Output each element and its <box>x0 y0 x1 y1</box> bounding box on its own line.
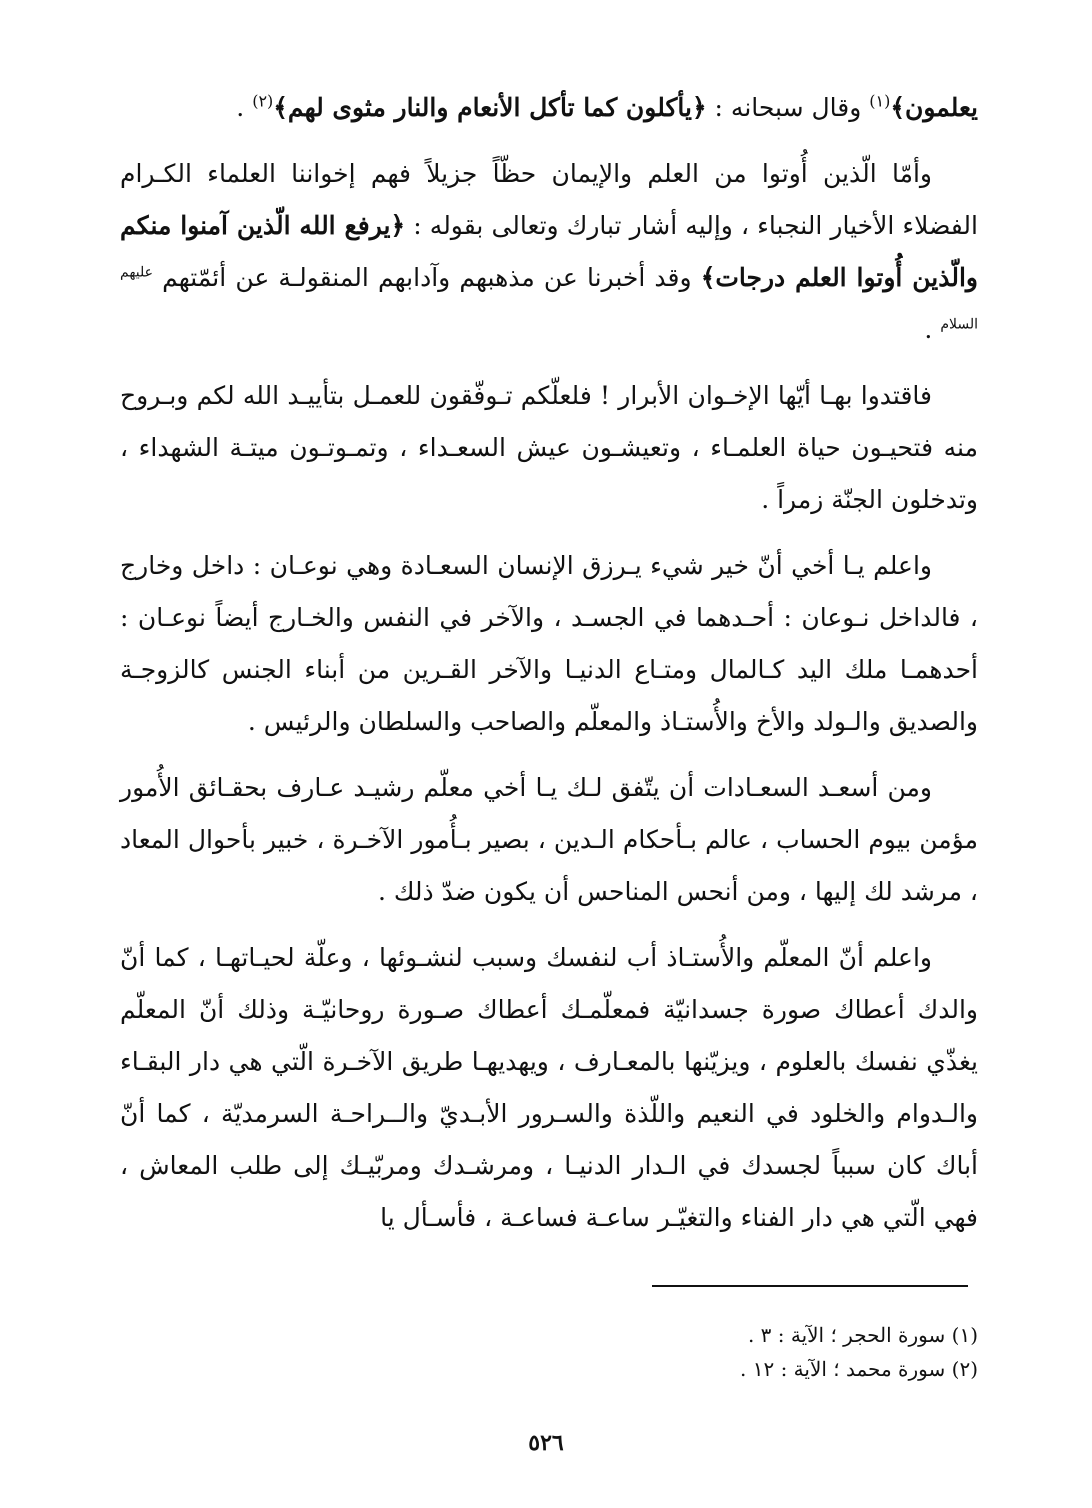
page-number: ٥٢٦ <box>528 1430 564 1456</box>
quran-verse-end: يعلمون﴾ <box>890 93 978 122</box>
paragraph-1-end: . <box>236 93 253 122</box>
footnote-separator <box>652 1285 968 1287</box>
paragraph-2-text-b: وقد أخبرنا عن مذهبهم وآدابهم المنقولـة عن أئمّتهم <box>152 263 701 292</box>
paragraph-3: فاقتدوا بهـا أيّها الإخـوان الأبرار ! فلعلّكم تـوفّقون للعمـل بتأييـد الله لكم وبـروح منه فتحيـون حياة العلمـاء ، وتعيشـون عيش السعـداء ، وتمـوتـون ميتـة الشهداء ، وتدخلون الجنّة زمراً . <box>120 381 978 514</box>
paragraph-2-end: . <box>924 315 941 344</box>
paragraph-5: ومن أسعـد السعـادات أن يتّفق لـك يـا أخي معلّم رشيـد عـارف بحقـائق الأُمور مؤمن بيوم الحساب ، عالم بـأحكام الـدين ، بصير بـأُمور الآخـرة ، خبير بأحوال المعاد ، مرشد لك إليها ، ومن أنحس المناحس أن يكون ضدّ ذلك . <box>120 773 978 906</box>
footnote-1: (١) سورة الحجر ؛ الآية : ٣ . <box>747 1323 978 1347</box>
paragraph-1-text: وقال سبحانه : <box>706 93 870 122</box>
footnote-2: (٢) سورة محمد ؛ الآية : ١٢ . <box>740 1357 978 1381</box>
footnote-ref-1: (١) <box>869 91 891 111</box>
paragraph-1 <box>120 82 978 134</box>
paragraph-2-text-a: وأمّا الّذين أُوتوا من العلم والإيمان حظّاً جزيلاً فهم إخواننا العلماء الكـرام الفضلاء الأخيار النجباء ، وإليه أشار تبارك وتعالى بقوله : <box>120 159 978 240</box>
paragraph-6: واعلم أنّ المعلّم والأُستـاذ أب لنفسك وسبب لنشـوئها ، وعلّة لحيـاتهـا ، كما أنّ والدك أعطاك صورة جسدانيّة فمعلّمـك أعطاك صـورة روحانيّـة وذلك أنّ المعلّم يغذّي نفسك بالعلوم ، ويزيّنها بالمعـارف ، ويهديهـا طريق الآخـرة الّتي هي دار البقـاء والـدوام والخلود في النعيم واللّذة والسـرور الأبـديّ والــراحـة السرمديّة ، كما أنّ أباك كان سبباً لجسدك في الـدار الدنيـا ، ومرشـدك ومربّيـك إلى طلب المعاش ، فهي الّتي هي دار الفناء والتغيّـر ساعـة فساعـة ، فأسـأل يا <box>120 943 978 1232</box>
quran-verse: ﴿يرفع الله الّذين آمنوا منكم والّذين أُوتوا العلم درجات﴾ <box>120 211 978 292</box>
footnotes <box>120 1318 978 1386</box>
page-body <box>120 82 978 1258</box>
paragraph-2 <box>120 148 978 356</box>
honorific-mark: عليهم السلام <box>120 264 978 333</box>
footnote-ref-2: (٢) <box>252 91 274 111</box>
paragraph-4: واعلم يـا أخي أنّ خير شيء يـرزق الإنسان السعـادة وهي نوعـان : داخل وخارج ، فالداخل نـوعان : أحـدهما في الجسـد ، والآخر في النفس والخـارج أيضاً نوعـان : أحدهمـا ملك اليد كـالمال ومتـاع الدنيـا والآخر القـرين من أبناء الجنس كالزوجـة والصديق والـولد والأخ والأُستـاذ والمعلّم والصاحب والسلطان والرئيس . <box>120 551 978 736</box>
quran-verse: ﴿يأكلون كما تأكل الأنعام والنار مثوى لهم﴾ <box>273 93 707 122</box>
